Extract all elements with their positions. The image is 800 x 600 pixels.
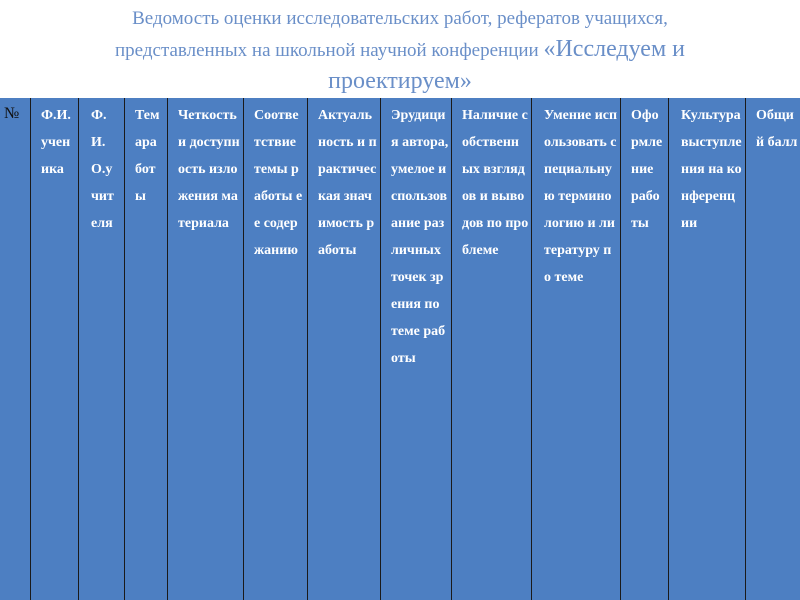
column-teacher-name	[78, 98, 124, 600]
column-relevance-content	[243, 98, 307, 600]
page-title	[40, 4, 760, 98]
column-terminology	[531, 98, 620, 600]
title-line-3: проектируем»	[328, 68, 472, 94]
title-line-2: представленных на школьной научной конференции	[115, 40, 539, 61]
header-student-name: Ф.И.ученика	[41, 108, 71, 177]
column-clarity	[167, 98, 243, 600]
column-total-score	[745, 98, 800, 600]
column-actuality	[307, 98, 380, 600]
header-formatting: Оформление работы	[631, 108, 663, 231]
header-presentation: Культура выступления на конференции	[681, 108, 742, 231]
column-student-name	[30, 98, 78, 600]
header-erudition: Эрудиция автора, умелое использование различных точек зрения по теме работы	[391, 108, 449, 366]
column-number	[0, 98, 30, 600]
column-formatting	[620, 98, 668, 600]
title-line-2-big: «Исследуем и	[543, 36, 685, 62]
column-own-views	[451, 98, 531, 600]
evaluation-table	[0, 98, 800, 600]
column-topic	[124, 98, 167, 600]
header-relevance-content: Соответствие темы работы ее содержанию	[254, 108, 303, 258]
column-presentation	[668, 98, 745, 600]
header-total-score: Общий балл	[756, 108, 798, 150]
column-erudition	[380, 98, 451, 600]
header-topic: Темаработы	[135, 108, 160, 204]
header-clarity: Четкость и доступность изложения материала	[178, 108, 240, 231]
header-terminology: Умение использовать специальную терминологию и литературу по теме	[544, 108, 618, 285]
header-teacher-name: Ф.И.О.учителя	[91, 108, 114, 231]
title-line-1: Ведомость оценки исследовательских работ, рефератов учащихся,	[132, 8, 668, 29]
header-actuality: Актуальность и практическая значимость работы	[318, 108, 377, 258]
header-number: №	[4, 105, 20, 122]
header-own-views: Наличие собственных взглядов и выводов по проблеме	[462, 108, 529, 258]
